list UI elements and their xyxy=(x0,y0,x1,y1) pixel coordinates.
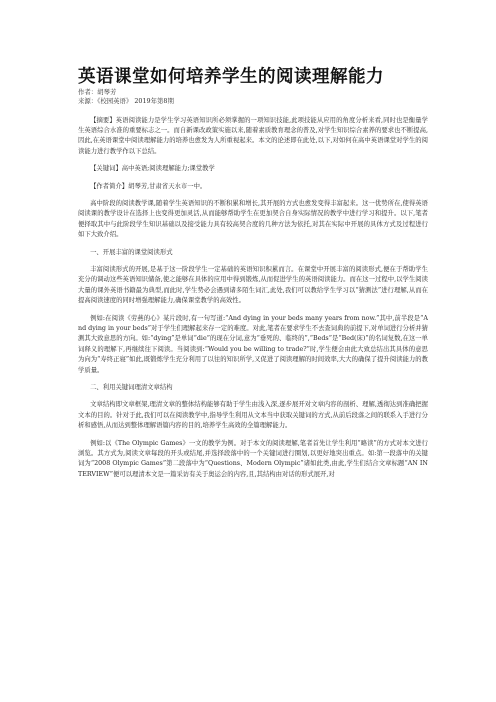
author-bio-paragraph: 【作者简介】胡琴芳,甘肃省天水市一中。 xyxy=(90,182,207,190)
section1-paragraph-1: 丰富阅读形式的开展,是基于这一阶段学生一定基础的英语知识积累而言。在课堂中开展丰富的阅读形式,便在于帮助学生充分的调动这些英语知识储备,使之能够在具体的应用中得到锻炼,从而促进学生的英语阅读能力。而在这一过程中,以学生阅读大量的课外英语书籍最为典型,而此时,学生势必会遇到诸多陌生词汇,此处,我们可以教给学生学习以“猜测法”进行理解,从而在提高阅读速度的同时增强理解能力,确保课堂教学的高效性。 xyxy=(78,265,428,305)
article-author: 作者：胡琴芳 xyxy=(78,88,117,96)
section2-paragraph-1: 文章结构即文章框架,理清文章的整体结构能够有助于学生由浅入深,逐步展开对文章内容的剖析、理解,透彻达到准确把握文本的目的。针对于此,我们可以在阅读教学中,指导学生利用从文本当中获取关键词的方式,从前后段落之间的联系入手进行分析和感悟,从而达到整体理解语篇内容的目的,培养学生高效的全篇理解能力。 xyxy=(78,401,428,430)
article-title: 英语课堂如何培养学生的阅读理解能力 xyxy=(78,67,384,87)
keywords-paragraph: 【关键词】高中英语;阅读理解能力;课堂教学 xyxy=(90,165,215,173)
section2-paragraph-2: 例如:以《The Olympic Games》一文的教学为例。对于本文的阅读理解,笔者首先让学生利用“略读”的方式对本文进行浏览。其方式为,阅读文章每段的开头或结尾,并选择段落中的一个关键词进行圈划,以更好地突出重点。如:第一段落中的关键词为“2008 Olympic Games”第二段落中为“Questions、Modern Olympic”诸如此类,由此,学生们结合文章标题“AN INTERVIEW”便可以理清本文是一篇采访有关于奥运会的内容,且,其结构由对话的形式展开,对 xyxy=(78,439,428,478)
article-source: 来源：《校园英语》 2019年第8期 xyxy=(78,97,174,105)
section1-paragraph-2: 例如:在阅读《劳燕的心》某片段时,有一句写道:“And dying in your beds many years from now.”其中,前半段是“And dying in your beds”对于学生们理解起来存一定的难度。对此,笔者在要求学生不去查词典的前提下,对单词进行分析并猜测其大致意思的方向。如:“dying”是单词“die”的现在分词,意为“垂死的、临终的”,“Beds”是“Bed(床)”的名词复数,在这一单词释义的理解下,再继续往下阅读。当阅读到:“Would you be willing to trade?”时,学生便会由此大致总结出其具体的意思为向为“寿终正寝”如此,既锻炼学生充分利用了以往的知识所学,又促进了阅读理解的时间效率,大大的确保了提升阅读能力的教学质量。 xyxy=(78,314,428,374)
intro-paragraph: 高中阶段的阅读教学课,随着学生英语知识的不断积累和增长,其开展的方式也愈发变得丰富起来。这一优势所在,使得英语阅读课的教学设计在选择上也变得更加灵活,从而能够帮助学生在更加契合自身实际情况的教学中进行学习和提升。以下,笔者便择取其中与此阶段学生知识基础以及接受能力具有较高契合度的几种方法为依托,对其在实际中开展的具体方式及过程进行如下大致介绍。 xyxy=(78,199,428,239)
section-heading-2: 二、利用关键词理清文章结构 xyxy=(90,384,173,392)
section-heading-1: 一、开展丰富的课堂阅读形式 xyxy=(90,248,173,256)
abstract-paragraph: 【摘要】英语阅读能力是学生学习英语知识所必须掌握的一项知识技能,此项技能从应用的角度分析来看,同时也是衡量学生英语综合水准的重要标志之一。而自新课改政策实施以来,随着素质教育理念的普及,对学生知识综合素养的要求也不断提高,因此,在英语课堂中阅读理解能力的培养也愈发为人所重视起来。本文的论述即在此处,以下,对如何在高中英语课堂对学生的阅读能力进行教学作以下总结。 xyxy=(78,116,428,155)
